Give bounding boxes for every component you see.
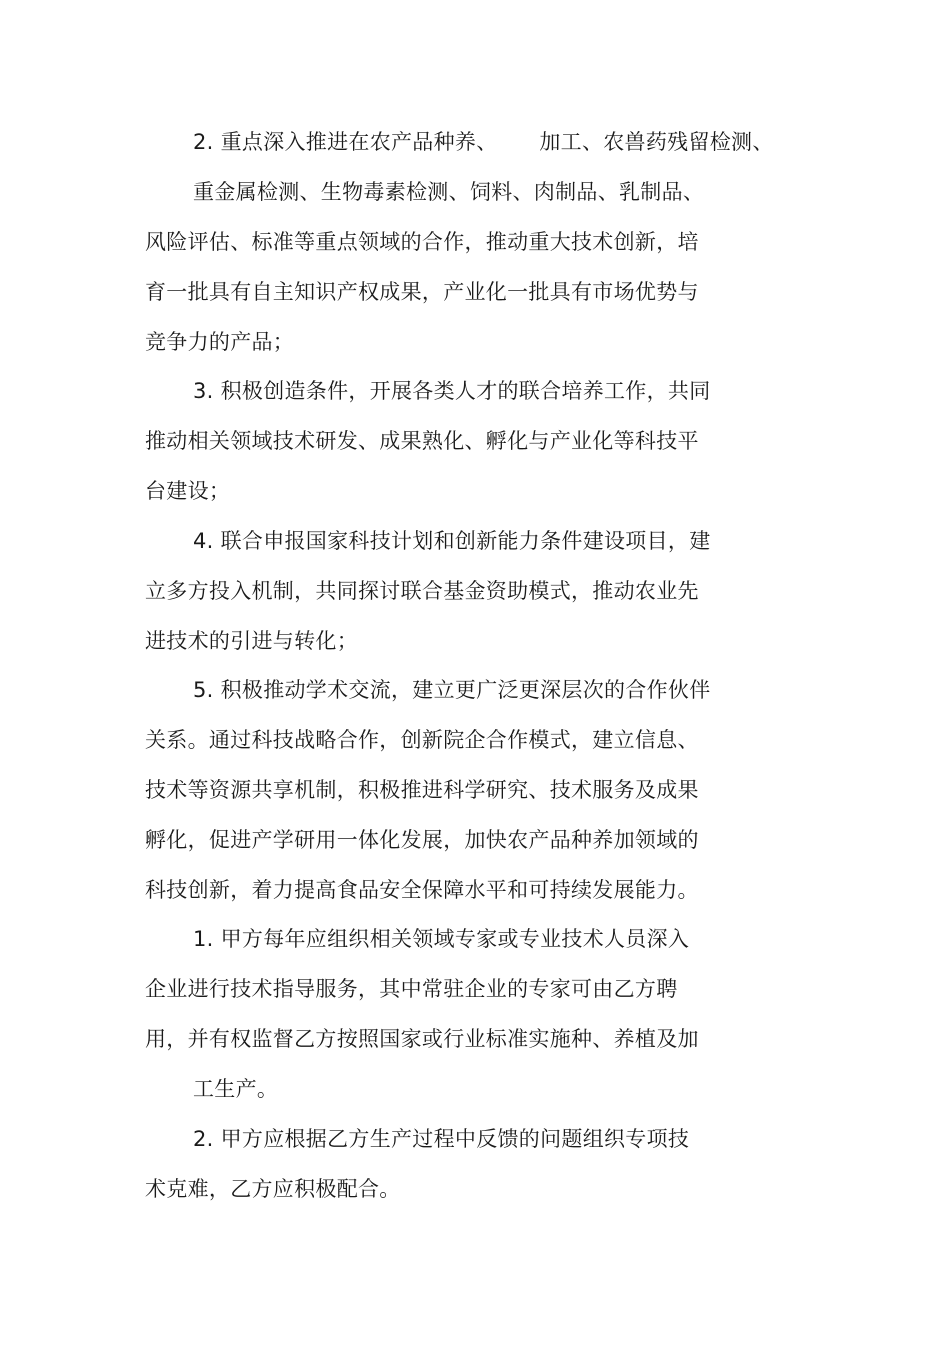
text-line: 用，并有权监督乙方按照国家或行业标准实施种、养植及加	[145, 1027, 699, 1051]
text-line: 术克难，乙方应积极配合。	[145, 1177, 401, 1201]
text-line: 5. 积极推动学术交流，建立更广泛更深层次的合作伙伴	[193, 678, 711, 702]
text-line: 推动相关领域技术研发、成果熟化、孵化与产业化等科技平	[145, 429, 699, 453]
text-line: 技术等资源共享机制，积极推进科学研究、技术服务及成果	[145, 778, 699, 802]
text-line: 台建设；	[145, 479, 231, 503]
text-line: 4. 联合申报国家科技计划和创新能力条件建设项目，建	[193, 529, 711, 553]
text-line: 育一批具有自主知识产权成果，产业化一批具有市场优势与	[145, 280, 699, 304]
text-line: 2. 重点深入推进在农产品种养、 加工、农兽药残留检测、	[193, 130, 774, 154]
text-line: 1. 甲方每年应组织相关领域专家或专业技术人员深入	[193, 927, 690, 951]
text-line: 进技术的引进与转化；	[145, 629, 358, 653]
text-line: 工生产。	[193, 1077, 279, 1101]
text-line: 重金属检测、生物毒素检测、饲料、肉制品、乳制品、	[193, 180, 705, 204]
text-line: 立多方投入机制，共同探讨联合基金资助模式，推动农业先	[145, 579, 699, 603]
text-line: 关系。通过科技战略合作，创新院企合作模式，建立信息、	[145, 728, 699, 752]
text-line: 2. 甲方应根据乙方生产过程中反馈的问题组织专项技	[193, 1127, 690, 1151]
text-line: 孵化，促进产学研用一体化发展，加快农产品种养加领域的	[145, 828, 699, 852]
text-line: 竞争力的产品；	[145, 330, 295, 354]
text-line: 风险评估、标准等重点领域的合作，推动重大技术创新，培	[145, 230, 699, 254]
text-line: 企业进行技术指导服务，其中常驻企业的专家可由乙方聘	[145, 977, 678, 1001]
text-line: 3. 积极创造条件，开展各类人才的联合培养工作，共同	[193, 379, 711, 403]
text-line: 科技创新，着力提高食品安全保障水平和可持续发展能力。	[145, 878, 699, 902]
